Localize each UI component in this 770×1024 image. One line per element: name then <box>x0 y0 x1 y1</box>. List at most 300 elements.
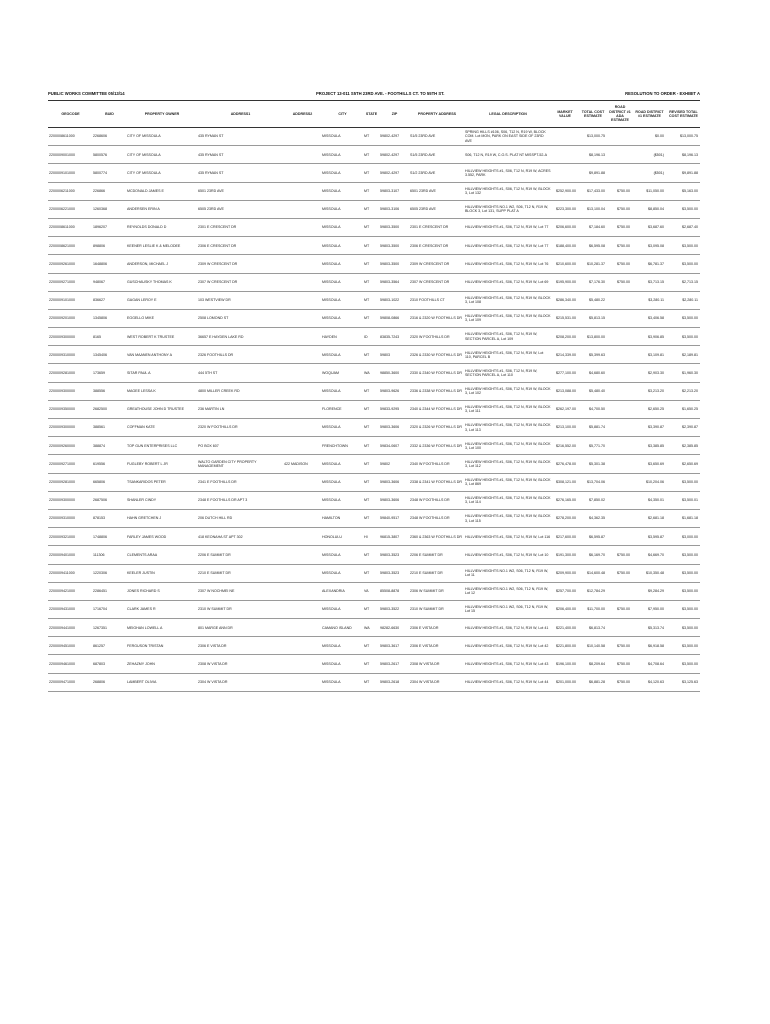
table-row <box>48 655 700 673</box>
table-cell: $2,650.25 <box>632 400 666 418</box>
table-cell: 6501 23RD AVE <box>409 182 464 200</box>
table-cell: 2200009101000 <box>48 164 92 182</box>
table-row <box>48 328 700 346</box>
table-cell: 2301 E CRESCENT DR <box>197 218 283 236</box>
table-cell: 2210 E SUMMIT DR <box>197 564 283 582</box>
table-cell: 2309 W CRESCENT DR <box>409 255 464 273</box>
table-cell: HONOLULU <box>321 528 363 546</box>
table-cell: MISSOULA <box>321 237 363 255</box>
table-row <box>48 437 700 455</box>
table-cell: $3,500.00 <box>666 564 700 582</box>
table-cell <box>283 273 321 291</box>
table-row <box>48 218 700 236</box>
table-row <box>48 491 700 509</box>
table-cell: $10,350.48 <box>632 564 666 582</box>
table-cell: $3,500.00 <box>666 600 700 618</box>
table-row <box>48 364 700 382</box>
table-cell: MISSOULA <box>321 673 363 691</box>
table-cell: 2200009310000 <box>48 509 92 527</box>
table-cell: HILLVIEW HEIGHTS #1, S06, T12 N, R19 W, Lot 69 <box>464 273 551 291</box>
table-cell: 619556 <box>92 455 126 473</box>
table-cell: 2304 W VISTA DR <box>409 673 464 691</box>
table-cell: 59803-3523 <box>379 546 409 564</box>
table-cell <box>283 564 321 582</box>
table-cell: MAGEE LESSA K <box>126 382 197 400</box>
table-cell: HILLVIEW HEIGHTS #1, S06, T12 N, R19 W, Lot 110, PARCEL B <box>464 346 551 364</box>
table-cell: 2308 W VISTA DR <box>197 655 283 673</box>
table-cell: S1/2 23RD AVE <box>409 164 464 182</box>
table-cell: 2206 E SUMMIT DR <box>409 546 464 564</box>
table-cell: 2200009281000 <box>48 364 92 382</box>
table-cell: MT <box>363 637 379 655</box>
table-cell: HILLVIEW HEIGHTS #1, S06, T12 N, R19 W, BLOCK 3, Lot 113 <box>464 419 551 437</box>
table-cell: $213,088.00 <box>551 382 578 400</box>
table-cell: 801 MARGE ANN DR <box>197 619 283 637</box>
table-cell: 236 MARTIN LN <box>197 400 283 418</box>
table-cell: CLEMENTS ARAA <box>126 546 197 564</box>
table-cell <box>607 364 632 382</box>
table-cell: S1/5 23RD AVE <box>409 146 464 164</box>
table-cell: 2316 & 2320 W FOOTHILLS DR <box>409 309 464 327</box>
header-right: RESOLUTION TO ORDER - EXHIBIT A <box>625 91 700 96</box>
table-cell: ANDERSEN ERIN A <box>126 200 197 218</box>
table-cell: 59803-3617 <box>379 637 409 655</box>
table-cell: HILLVIEW HEIGHTS #1, S06, T12 N, R19 W, Lot 77 <box>464 237 551 255</box>
table-cell: 2301 E CRESCENT DR <box>409 218 464 236</box>
table-cell: HILLVIEW HEIGHTS NO.1 W2, S06, T12 N, R19 W, Lot 15 <box>464 600 551 618</box>
table-cell: CAMANO ISLAND <box>321 619 363 637</box>
table-cell <box>283 546 321 564</box>
table-cell: MISSOULA <box>321 546 363 564</box>
table-cell: HILLVIEW HEIGHTS #1, S06, T12 N, R19 W, SECTION PARCEL A, Lot 110 <box>464 364 551 382</box>
table-cell: 2304 W VISTA DR <box>197 673 283 691</box>
table-cell: $5,771.70 <box>578 437 607 455</box>
table-cell <box>283 364 321 382</box>
table-cell <box>607 164 632 182</box>
table-cell: CITY OF MISSOULA <box>126 164 197 182</box>
table-cell: $188,400.00 <box>551 237 578 255</box>
table-cell <box>283 600 321 618</box>
table-cell: 2306 E VISTA DR <box>197 637 283 655</box>
table-cell: 388561 <box>92 419 126 437</box>
table-cell: 59803-2617 <box>379 655 409 673</box>
table-cell: MT <box>363 218 379 236</box>
table-cell: $13,800.00 <box>578 328 607 346</box>
table-cell: $7,184.60 <box>578 218 607 236</box>
table-cell: $750.00 <box>607 255 632 273</box>
table-cell: 2360 & 2363 W FOOTHILLS DR <box>409 528 464 546</box>
table-cell: $7,850.02 <box>578 491 607 509</box>
table-cell: HILLVIEW HEIGHTS #1, S06, T12 N, R19 W, BLOCK 3, Lot 112 <box>464 455 551 473</box>
table-cell: CITY OF MISSOULA <box>126 128 197 146</box>
table-cell: MISSOULA <box>321 491 363 509</box>
table-cell: 1345806 <box>92 309 126 327</box>
table-cell: MT <box>363 382 379 400</box>
table-cell <box>283 200 321 218</box>
table-cell: 2306 E VISTA DR <box>409 619 464 637</box>
table-cell: MISSOULA <box>321 128 363 146</box>
table-cell: FUGLEBY ROBERT L JR <box>126 455 197 473</box>
column-header: GEOCODE <box>48 101 92 128</box>
table-cell: 96815-3807 <box>379 528 409 546</box>
table-cell: MT <box>363 128 379 146</box>
table-cell: $5,480.22 <box>578 291 607 309</box>
table-cell: $3,713.15 <box>632 273 666 291</box>
table-cell <box>607 128 632 146</box>
table-cell: $3,500.00 <box>666 328 700 346</box>
table-cell: $750.00 <box>607 600 632 618</box>
table-cell: 59803-3606 <box>379 491 409 509</box>
table-row <box>48 128 700 146</box>
table-cell: $6,595.87 <box>578 528 607 546</box>
table-cell: HAYDEN <box>321 328 363 346</box>
table-cell: 2306 E CRESCENT DR <box>197 237 283 255</box>
table-row <box>48 182 700 200</box>
table-cell: 2200009321000 <box>48 528 92 546</box>
table-cell: $6,813.74 <box>578 619 607 637</box>
table-cell: 5800774 <box>92 164 126 182</box>
table-cell <box>283 437 321 455</box>
column-header: PROPERTY OWNER <box>126 101 197 128</box>
table-row <box>48 309 700 327</box>
table-cell: 59802-4297 <box>379 164 409 182</box>
table-cell: MT <box>363 146 379 164</box>
table-cell: $3,650.69 <box>632 455 666 473</box>
table-cell: ALEXANDRIA <box>321 582 363 600</box>
table-cell: WEST ROBERT K TRUSTEE <box>126 328 197 346</box>
table-cell: 1748806 <box>92 528 126 546</box>
table-cell <box>283 382 321 400</box>
table-cell: 59834-0607 <box>379 437 409 455</box>
table-cell <box>607 455 632 473</box>
table-cell <box>607 328 632 346</box>
table-cell: WALTO GARDEN CITY PROPERTY MANAGEMENT <box>197 455 283 473</box>
table-cell: $257,700.00 <box>551 582 578 600</box>
table-cell: $5,480.40 <box>578 382 607 400</box>
table-cell: $3,109.81 <box>632 346 666 364</box>
table-cell: 59803-3564 <box>379 273 409 291</box>
table-cell: 2508 LOMOND ST <box>197 309 283 327</box>
table-row <box>48 528 700 546</box>
table-cell <box>607 619 632 637</box>
column-header: ROAD DISTRICT #1 ADA ESTIMATE <box>607 101 632 128</box>
table-cell: $2,280.11 <box>666 291 700 309</box>
table-cell: $750.00 <box>607 200 632 218</box>
table-cell: MT <box>363 546 379 564</box>
table-row <box>48 382 700 400</box>
table-cell: $213,100.00 <box>551 419 578 437</box>
table-cell: MT <box>363 473 379 491</box>
table-cell: 1260368 <box>92 200 126 218</box>
table-cell: MT <box>363 455 379 473</box>
table-cell: VA <box>363 582 379 600</box>
table-cell: 388556 <box>92 382 126 400</box>
table-cell: 2332 & 2336 W FOOTHILLS DR <box>409 437 464 455</box>
table-cell: 1345406 <box>92 346 126 364</box>
table-cell: ID <box>363 328 379 346</box>
table-cell: $3,406.58 <box>632 309 666 327</box>
table-cell: $4,700.50 <box>578 400 607 418</box>
table-cell: HILLVIEW HEIGHTS #1, S06, T12 N, R19 W, Lot 10 <box>464 546 551 564</box>
table-cell: $3,500.01 <box>666 491 700 509</box>
table-cell: $210,600.00 <box>551 255 578 273</box>
table-cell <box>551 128 578 146</box>
table-cell: $10,204.06 <box>632 473 666 491</box>
table-cell: 59840-9517 <box>379 509 409 527</box>
table-cell: 2200006221000 <box>48 200 92 218</box>
table-cell: GREATHOUSE JOHN D TRUSTEE <box>126 400 197 418</box>
table-cell: 2200009431000 <box>48 600 92 618</box>
table-row <box>48 164 700 182</box>
table-cell: 836627 <box>92 291 126 309</box>
table-cell: HILLVIEW HEIGHTS #1, S06, T12 N, R19 W, ACRES 3.552, PARK <box>464 164 551 182</box>
table-cell: MCDONALD JAMES E <box>126 182 197 200</box>
table-cell: MISSOULA <box>321 164 363 182</box>
table-cell: $0.00 <box>632 128 666 146</box>
table-cell <box>551 146 578 164</box>
table-cell: $12,784.29 <box>578 582 607 600</box>
table-cell: $3,390.87 <box>632 419 666 437</box>
table-cell: 59803-3106 <box>379 200 409 218</box>
table-cell: 2200009350000 <box>48 400 92 418</box>
table-cell <box>283 255 321 273</box>
table-cell: $9,284.29 <box>632 582 666 600</box>
table-cell: MISSOULA <box>321 564 363 582</box>
table-cell <box>607 309 632 327</box>
table-cell: MT <box>363 419 379 437</box>
table-cell: MT <box>363 400 379 418</box>
table-cell: HILLVIEW HEIGHTS NO.1 W2, S06, T12 N, R19 W, BLOCK 3, Lot 131, SUPP PLAT A <box>464 200 551 218</box>
table-cell: 6505 23RD AVE <box>197 200 283 218</box>
table-cell: 173659 <box>92 364 126 382</box>
table-cell: 665806 <box>92 473 126 491</box>
table-cell: $4,120.63 <box>632 673 666 691</box>
table-cell: JONES RICHARD S <box>126 582 197 600</box>
table-cell <box>607 146 632 164</box>
table-cell: $14,600.48 <box>578 564 607 582</box>
table-cell: WA <box>363 619 379 637</box>
table-cell: HILLVIEW HEIGHTS #1, S06, T12 N, R19 W, Lot 116 <box>464 528 551 546</box>
table-cell <box>283 400 321 418</box>
table-cell: FERGUSON TRISTAN <box>126 637 197 655</box>
table-cell: $3,213.20 <box>632 382 666 400</box>
table-cell: MT <box>363 237 379 255</box>
table-cell: 2206 E SUMMIT DR <box>197 546 283 564</box>
table-cell: HILLVIEW HEIGHTS NO.1 W2, S06, T12 N, R19 W, Lot 11 <box>464 564 551 582</box>
table-cell: PO BOX 607 <box>197 437 283 455</box>
table-cell: $4,708.64 <box>632 655 666 673</box>
table-cell: $208,200.00 <box>551 328 578 346</box>
table-row <box>48 346 700 364</box>
table-cell <box>283 164 321 182</box>
table-cell <box>607 473 632 491</box>
table-cell: 2200009001000 <box>48 146 92 164</box>
table-cell <box>283 128 321 146</box>
table-cell: $217,600.00 <box>551 528 578 546</box>
table-cell: 878153 <box>92 509 126 527</box>
table-row <box>48 619 700 637</box>
table-cell <box>283 237 321 255</box>
table-cell: $1,650.25 <box>666 400 700 418</box>
table-cell <box>551 164 578 182</box>
table-cell: MT <box>363 291 379 309</box>
table-cell <box>283 637 321 655</box>
table-cell: HILLVIEW HEIGHTS #1, S06, T12 N, R19 W, BLOCK 3, Lot 108 <box>464 291 551 309</box>
column-header: PROPERTY ADDRESS <box>409 101 464 128</box>
table-cell: 898806 <box>92 237 126 255</box>
table-cell: $3,687.60 <box>632 218 666 236</box>
table-row <box>48 237 700 255</box>
table-cell: 687803 <box>92 655 126 673</box>
table-cell: 59803-9626 <box>379 382 409 400</box>
table-cell: $10,140.58 <box>578 637 607 655</box>
table-cell: 1716704 <box>92 600 126 618</box>
table-cell: $11,700.00 <box>578 600 607 618</box>
table-cell: 2310 W SUMMIT DR <box>197 600 283 618</box>
table-cell: $10,281.37 <box>578 255 607 273</box>
table-cell: SITAR PAUL A <box>126 364 197 382</box>
table-cell: 206 DUTCH HILL RD <box>197 509 283 527</box>
table-cell: 2307 W CRESCENT DR <box>197 273 283 291</box>
table-row <box>48 509 700 527</box>
table-cell: 2200009300000 <box>48 419 92 437</box>
table-row <box>48 564 700 582</box>
column-header: MARKET VALUE <box>551 101 578 128</box>
table-cell: $13,000.75 <box>666 128 700 146</box>
column-header: REVISED TOTAL COST ESTIMATE <box>666 101 700 128</box>
table-cell: $2,650.69 <box>666 455 700 473</box>
table-cell: $9,891.88 <box>578 164 607 182</box>
assessment-table <box>48 100 700 692</box>
table-cell: 2336 & 2338 W FOOTHILLS DR <box>409 382 464 400</box>
table-cell: $750.00 <box>607 237 632 255</box>
table-cell: 98850-3600 <box>379 364 409 382</box>
table-cell: 2307 W NOCHMEI NE <box>197 582 283 600</box>
table-cell: 2341 E FOOTHILLS DR <box>197 473 283 491</box>
table-cell: 2200009401000 <box>48 546 92 564</box>
column-header: ROAD DISTRICT #1 ESTIMATE <box>632 101 666 128</box>
table-cell: 59803-3500 <box>379 218 409 236</box>
column-header: ADDRESS1 <box>197 101 283 128</box>
table-cell: 948067 <box>92 273 126 291</box>
table-cell: VAN MAANEN ANTHONY A <box>126 346 197 364</box>
table-cell: MISSOULA <box>321 200 363 218</box>
table-cell: ANDERSON, MICHAEL J <box>126 255 197 273</box>
table-cell: $3,500.00 <box>666 473 700 491</box>
table-cell: $5,881.74 <box>578 419 607 437</box>
table-cell: $9,891.88 <box>666 164 700 182</box>
table-cell: 2326 & 2330 W FOOTHILLS DR <box>409 346 464 364</box>
table-cell: $3,385.85 <box>632 437 666 455</box>
table-cell: MT <box>363 655 379 673</box>
table-cell: $278,200.00 <box>551 509 578 527</box>
table-row <box>48 455 700 473</box>
table-cell: 2286451 <box>92 582 126 600</box>
table-cell: $750.00 <box>607 655 632 673</box>
table-cell: $750.00 <box>607 564 632 582</box>
table-cell: $5,399.63 <box>578 346 607 364</box>
table-cell: S1/5 23RD AVE <box>409 128 464 146</box>
table-cell: GUSCHAUSKY THOMAS K <box>126 273 197 291</box>
table-cell: 388874 <box>92 437 126 455</box>
table-cell: 2200009421000 <box>48 582 92 600</box>
table-cell: 8165 <box>92 328 126 346</box>
table-cell: 2200009261000 <box>48 255 92 273</box>
table-cell: $3,000.00 <box>666 528 700 546</box>
table-cell: MT <box>363 564 379 582</box>
table-cell: HILLVIEW HEIGHTS #1, S06, T12 N, R19 W, BLOCK 3, Lot 100 <box>464 437 551 455</box>
table-cell: MISSOULA <box>321 455 363 473</box>
column-header: ADDRESS2 <box>283 101 321 128</box>
table-cell: 2268606 <box>92 128 126 146</box>
table-cell: 59803-3522 <box>379 600 409 618</box>
table-cell: 2326 FOOTHILLS DR <box>197 346 283 364</box>
table-cell <box>607 437 632 455</box>
table-cell: HILLVIEW HEIGHTS #1, S06, T12 N, R19 W, Lot 42 <box>464 637 551 655</box>
table-cell: 2200009271000 <box>48 455 92 473</box>
table-cell: $8,196.13 <box>578 146 607 164</box>
table-cell: $3,500.00 <box>666 255 700 273</box>
table-cell: MISSOULA <box>321 146 363 164</box>
table-cell: $3,125.63 <box>666 673 700 691</box>
table-cell: HAMILTON <box>321 509 363 527</box>
table-cell: $2,681.18 <box>632 509 666 527</box>
table-cell: $308,121.00 <box>551 473 578 491</box>
column-header: TOTAL COST ESTIMATE <box>578 101 607 128</box>
table-cell: $750.00 <box>607 637 632 655</box>
table-cell: $8,196.13 <box>666 146 700 164</box>
table-cell: MT <box>363 437 379 455</box>
table-cell: $3,280.11 <box>632 291 666 309</box>
table-cell: MISSOULA <box>321 655 363 673</box>
table-cell: 2306 W SUMMIT DR <box>409 582 464 600</box>
table-cell <box>283 619 321 637</box>
table-cell <box>607 509 632 527</box>
table-cell <box>283 509 321 527</box>
table-cell: $5,313.74 <box>632 619 666 637</box>
table-cell: MISSOULA <box>321 218 363 236</box>
table-cell <box>283 673 321 691</box>
table-cell: 2200009271000 <box>48 273 92 291</box>
table-cell: TOP GUN ENTERPRISES LLC <box>126 437 197 455</box>
table-cell <box>607 400 632 418</box>
table-cell: $2,713.15 <box>666 273 700 291</box>
table-cell: $3,500.00 <box>666 637 700 655</box>
table-cell: 59803 <box>379 346 409 364</box>
table-cell: 2340 & 2344 W FOOTHILLS DR <box>409 400 464 418</box>
table-row <box>48 255 700 273</box>
table-cell <box>283 309 321 327</box>
table-cell: 2200009300000 <box>48 328 92 346</box>
table-header-row <box>48 101 700 128</box>
table-cell: 103 WESTVIEW DR <box>197 291 283 309</box>
table-row <box>48 400 700 418</box>
table-cell: $214,339.00 <box>551 346 578 364</box>
table-cell: FRENCHTOWN <box>321 437 363 455</box>
table-cell: $4,669.70 <box>632 546 666 564</box>
table-cell <box>283 655 321 673</box>
table-cell: SPRING HILLS #106, S06, T12 N, R19 W, BLOCK COM. Lot MON, PARK ON EAST SIDE OF 23RD AVE <box>464 128 551 146</box>
table-cell: EGGELLO MIKE <box>126 309 197 327</box>
table-cell <box>607 582 632 600</box>
table-cell: MISSOULA <box>321 291 363 309</box>
table-cell: 2348 E FOOTHILLS DR APT 3 <box>197 491 283 509</box>
table-cell <box>283 218 321 236</box>
table-cell: TSANKARIDOS PETER <box>126 473 197 491</box>
table-cell: $286,340.00 <box>551 291 578 309</box>
table-cell: $2,687.40 <box>666 218 700 236</box>
table-cell: 2307 W CRESCENT DR <box>409 273 464 291</box>
